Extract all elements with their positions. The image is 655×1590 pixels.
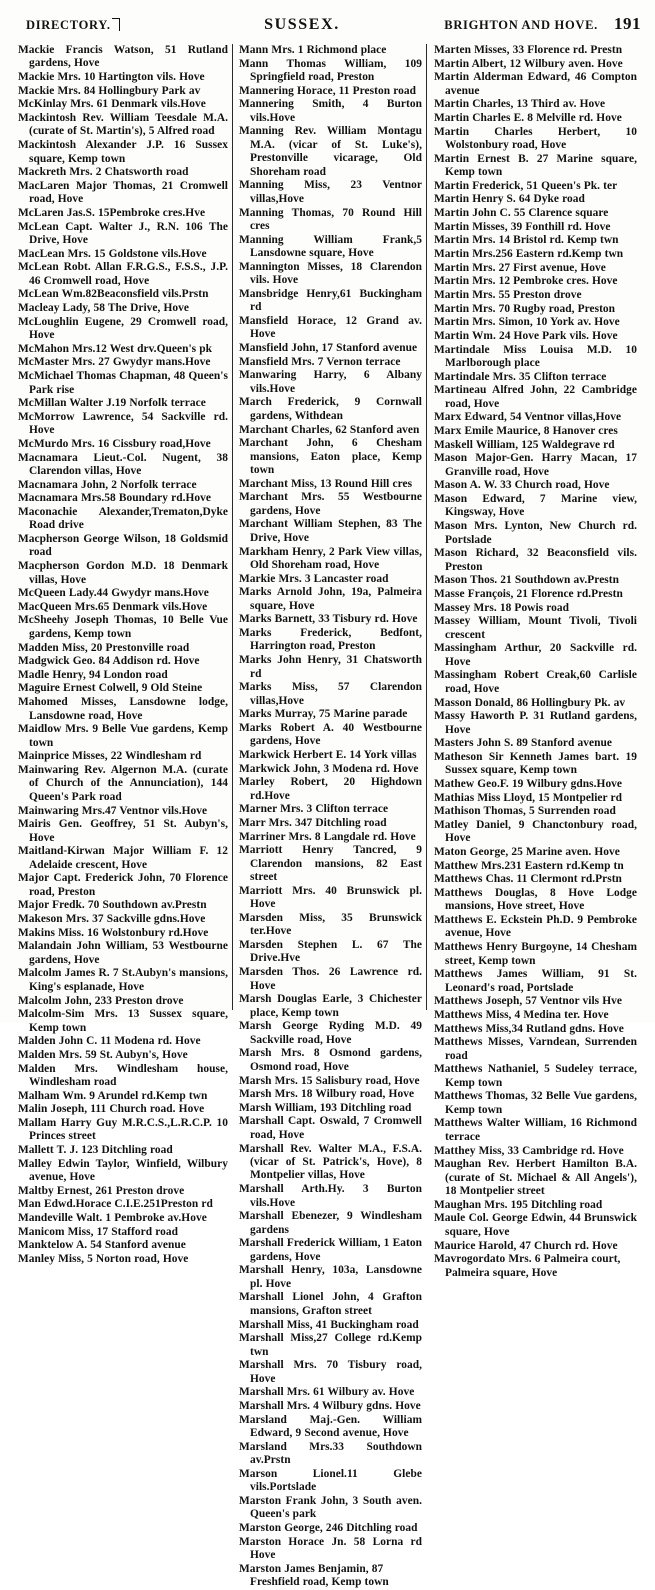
directory-entry: McMaster Mrs. 27 Gwydyr mans.Hove [18,356,211,369]
directory-entry: Malden Mrs. Windlesham house, Windlesham road [18,1062,228,1088]
directory-entry: Marks Robert A. 40 Westbourne gardens, Hove [239,721,422,748]
directory-entry: McMichael Thomas Chapman, 48 Queen's Park rise [18,370,228,396]
directory-entry: Mackie Mrs. 84 Hollingbury Park av [18,84,201,97]
bracket-icon [112,18,120,31]
directory-entry: Martin Henry S. 64 Dyke road [434,193,585,206]
directory-entry: Marsh Mrs. 15 Salisbury road, Hove [239,1074,420,1087]
directory-entry: Malden John C. 11 Modena rd. Hove [18,1035,201,1048]
directory-entry: Marley Robert, 20 Highdown rd.Hove [239,776,422,802]
directory-entry: McLean Capt. Walter J., R.N. 106 The Drive, Hove [18,220,228,247]
directory-entry: McMahon Mrs.12 West drv.Queen's pk [18,342,213,355]
directory-entry: Mathew Geo.F. 19 Wilbury gdns.Hove [434,777,623,790]
directory-entry: Marshall Henry, 103a, Lansdowne pl. Hove [239,1264,422,1290]
directory-entry: Marks John Henry, 31 Chatsworth rd [239,654,422,680]
directory-entry: Matthews Henry Burgoyne, 14 Chesham street, Kemp town [434,941,637,967]
directory-entry: Mandeville Walt. 1 Pembroke av.Hove [18,1212,207,1225]
directory-entry: Martin Mrs.256 Eastern rd.Kemp twn [434,248,624,261]
running-head-title: SUSSEX. [264,16,340,33]
directory-entry: Matthews Walter William, 16 Richmond terrace [434,1117,637,1143]
directory-column-2 [232,44,426,1589]
directory-entry: Marks Frederick, Bedfont, Harrington road, Preston [239,626,422,653]
directory-entry: Macpherson Gordon M.D. 18 Denmark villas, Hove [18,560,228,586]
entry-list-2 [239,44,422,1590]
directory-entry: Marriott Mrs. 40 Brunswick pl. Hove [239,884,422,911]
directory-entry: Mason Edward, 7 Marine view, Kingsway, Hove [434,493,637,519]
directory-entry: Martin Mrs. 12 Pembroke cres. Hove [434,275,618,288]
directory-column-3 [426,44,641,1279]
directory-entry: Manktelow A. 54 Stanford avenue [18,1239,186,1252]
directory-entry: Madgwick Geo. 84 Addison rd. Hove [18,655,200,668]
directory-entry: Martin Charles, 13 Third av. Hove [434,98,606,111]
directory-entry: Manwaring Harry, 6 Albany vils.Hove [239,369,422,395]
directory-entry: Man Edwd.Horace C.I.E.251Preston rd [18,1198,213,1211]
directory-entry: Marsland Maj.-Gen. William Edward, 9 Second avenue, Hove [239,1413,422,1440]
directory-entry: Marshall Lionel John, 4 Grafton mansions, Grafton street [239,1291,422,1317]
directory-entry: Marr Mrs. 347 Ditchling road [239,817,387,830]
directory-entry: Martin Ernest B. 27 Marine square, Kemp town [434,152,637,179]
directory-entry: Maitland-Kirwan Major William F. 12 Adelaide crescent, Hove [18,845,228,871]
directory-entry: Matthews Chas. 11 Clermont rd.Prstn [434,873,622,886]
directory-entry: Makins Miss. 16 Wolstonbury rd.Hove [18,926,209,939]
directory-entry: Manning Thomas, 70 Round Hill cres [239,206,422,233]
directory-entry: McLean Robt. Allan F.R.G.S., F.S.S., J.P. 46 Cromwell road, Hove [18,261,228,287]
directory-entry: Marriner Mrs. 8 Langdale rd. Hove [239,830,416,843]
directory-entry: Mavrogordato Mrs. 6 Palmeira court, Palmeira square, Hove [434,1253,621,1279]
directory-entry: Mason Thos. 21 Southdown av.Prestn [434,574,620,587]
directory-entry: Marsh George Ryding M.D. 49 Sackville road, Hove [239,1020,422,1046]
directory-entry: Mackie Mrs. 10 Hartington vils. Hove [18,71,205,84]
directory-entry: Marriott Henry Tancred, 9 Clarendon mansions, 82 East street [239,844,422,884]
directory-entry: Masters John S. 89 Stanford avenue [434,737,612,750]
directory-entry: Malcolm John, 233 Preston drove [18,994,184,1007]
directory-entry: Matthews Miss,34 Rutland gdns. Hove [434,1022,624,1035]
directory-entry: Marsh Mrs. 8 Osmond gardens, Osmond road, Hove [239,1047,422,1073]
directory-entry: Marchant John, 6 Chesham mansions, Eaton place, Kemp town [239,437,422,477]
directory-entry: Maughan Mrs. 195 Ditchling road [434,1198,603,1211]
running-head [14,14,641,36]
directory-entry: Mason Major-Gen. Harry Macan, 17 Granville road, Hove [434,452,637,478]
directory-entry: Macnamara Mrs.58 Boundary rd.Hove [18,492,212,505]
directory-entry: Matthey Miss, 33 Cambridge rd. Hove [434,1144,624,1157]
entry-list-1 [18,44,228,1266]
directory-entry: Marsh William, 193 Ditchling road [239,1101,412,1114]
entry-list-3 [434,44,637,1280]
directory-entry: Matthews Thomas, 32 Belle Vue gardens, Kemp town [434,1090,637,1116]
directory-entry: Martineau Alfred John, 22 Cambridge road, Hove [434,384,637,410]
directory-entry: Marston Frank John, 3 South aven. Queen's park [239,1494,422,1521]
directory-entry: Matthews Misses, Varndean, Surrenden road [434,1036,637,1062]
directory-entry: Marshall Rev. Walter M.A., F.S.A. (vicar of St. Patrick's, Hove), 8 Montpelier villas, Hove [239,1142,422,1182]
directory-entry: Mackie Francis Watson, 51 Rutland gardens, Hove [18,44,228,70]
directory-entry: Makeson Mrs. 37 Sackville gdns.Hove [18,913,206,926]
directory-entry: Marsh Mrs. 18 Wilbury road, Hove [239,1088,415,1101]
directory-entry: Martin Wm. 24 Hove Park vils. Hove [434,329,618,342]
directory-entry: Marchant Miss, 13 Round Hill cres [239,477,413,490]
directory-entry: Martin Frederick, 51 Queen's Pk. ter [434,179,618,192]
running-head-left [14,18,120,33]
directory-entry: Matley Daniel, 9 Chanctonbury road, Hove [434,818,637,845]
directory-entry: Marshall Frederick William, 1 Eaton gardens, Hove [239,1237,422,1263]
directory-entry: Macpherson George Wilson, 18 Goldsmid road [18,533,228,559]
directory-entry: Marks Arnold John, 19a, Palmeira square, Hove [239,586,422,612]
directory-entry: Marks Barnett, 33 Tisbury rd. Hove [239,613,418,626]
directory-entry: Mannington Misses, 18 Clarendon vils. Hove [239,260,422,287]
directory-entry: Martin Mrs. 70 Rugby road, Preston [434,302,616,315]
directory-entry: Marshall Mrs. 4 Wilbury gdns. Hove [239,1400,421,1412]
directory-entry: Marston George, 246 Ditchling road [239,1522,418,1535]
directory-entry: Marsland Mrs.33 Southdown av.Prstn [239,1440,422,1467]
directory-entry: Martindale Mrs. 35 Clifton terrace [434,370,607,383]
directory-entry: Major Fredk. 70 Southdown av.Prestn [18,899,207,912]
directory-entry: Mason Richard, 32 Beaconsfield vils. Preston [434,547,637,573]
directory-entry: Macnamara John, 2 Norfolk terrace [18,478,197,491]
directory-entry: MacLean Mrs. 15 Goldstone vils.Hove [18,247,207,260]
directory-entry: Maguire Ernest Colwell, 9 Old Steine [18,682,203,695]
directory-entry: Martindale Miss Louisa M.D. 10 Marlborough place [434,343,637,369]
directory-entry: Marshall Miss, 41 Buckingham road [239,1318,419,1331]
directory-entry: Markwick Herbert E. 14 York villas [239,749,417,761]
directory-entry: Matthews Joseph, 57 Ventnor vils Hve [434,995,623,1008]
directory-entry: Marchant Charles, 62 Stanford aven [239,423,420,436]
directory-entry: Macnamara Lieut.-Col. Nugent, 38 Clarendon villas, Hove [18,451,228,477]
directory-entry: Marsden Thos. 26 Lawrence rd. Hove [239,966,422,992]
directory-entry: Mannering Smith, 4 Burton vils.Hove [239,98,422,124]
directory-entry: Markie Mrs. 3 Lancaster road [239,572,389,585]
directory-entry: Maskell William, 125 Waldegrave rd [434,438,615,451]
directory-entry: McLean Wm.82Beaconsfield vils.Prstn [18,288,209,301]
directory-entry: Matthews E. Eckstein Ph.D. 9 Pembroke avenue, Hove [434,914,637,940]
page-number: 191 [614,14,641,33]
directory-entry: Mansbridge Henry,61 Buckingham rd [239,287,422,314]
directory-entry: Malley Edwin Taylor, Winfield, Wilbury avenue, Hove [18,1157,228,1184]
directory-entry: McLoughlin Eugene, 29 Cromwell road, Hove [18,315,228,342]
directory-entry: McLaren Jas.S. 15Pembroke cres.Hve [18,206,206,219]
directory-entry: Major Capt. Frederick John, 70 Florence road, Preston [18,872,228,898]
directory-entry: Marx Edward, 54 Ventnor villas,Hove [434,411,622,424]
directory-entry: Marshall Miss,27 College rd.Kemp twn [239,1332,422,1358]
directory-entry: Martin John C. 55 Clarence square [434,207,609,220]
directory-entry: Mallett T. J. 123 Ditchling road [18,1144,173,1157]
directory-entry: Manley Miss, 5 Norton road, Hove [18,1252,189,1265]
directory-entry: Masse François, 21 Florence rd.Prestn [434,587,623,600]
directory-entry: Martin Mrs. 27 First avenue, Hove [434,261,606,274]
directory-entry: Martin Charles Herbert, 10 Wolstonbury road, Hove [434,125,637,152]
directory-entry: Martin Charles E. 8 Melville rd. Hove [434,112,622,125]
directory-entry: Marks Murray, 75 Marine parade [239,708,408,721]
directory-entry: Mackintosh Alexander J.P. 16 Sussex square, Kemp town [18,139,228,165]
directory-entry: Mainwaring Mrs.47 Ventnor vils.Hove [18,804,208,817]
directory-entry: March Frederick, 9 Cornwall gardens, Withdean [239,396,422,422]
directory-entry: Massingham Robert Creak,60 Carlisle road, Hove [434,669,637,695]
directory-entry: McMorrow Lawrence, 54 Sackville rd. Hove [18,410,228,437]
directory-entry: MacLaren Major Thomas, 21 Cromwell road, Hove [18,179,228,206]
directory-entry: Maton George, 25 Marine aven. Hove [434,845,620,858]
directory-entry: Malcolm-Sim Mrs. 13 Sussex square, Kemp town [18,1008,228,1034]
directory-entry: Maconachie Alexander,Trematon,Dyke Road drive [18,505,228,532]
directory-entry: Mason A. W. 33 Church road, Hove [434,479,610,492]
directory-entry: Marshall Mrs. 70 Tisbury road, Hove [239,1359,422,1385]
directory-entry: Maurice Harold, 47 Church rd. Hove [434,1239,618,1252]
running-head-right-label: BRIGHTON AND HOVE. [444,18,598,32]
directory-entry: Matthews Nathaniel, 5 Sudeley terrace, Kemp town [434,1063,637,1089]
directory-entry: Martin Mrs. 55 Preston drove [434,288,582,301]
directory-entry: Maughan Rev. Herbert Hamilton B.A. (curate of St. Michael & All Angels'), 18 Montpelier street [434,1158,637,1198]
directory-entry: Marx Emile Maurice, 8 Hanover cres [434,425,618,437]
directory-entry: McQueen Lady.44 Gwydyr mans.Hove [18,587,209,600]
directory-entry: Mainprice Misses, 22 Windlesham rd [18,750,202,763]
directory-entry: Martin Misses, 39 Fonthill rd. Hove [434,220,611,233]
directory-entry: Marten Misses, 33 Florence rd. Prestn [434,44,623,56]
directory-entry: Manicom Miss, 17 Stafford road [18,1225,178,1238]
directory-entry: Mann Mrs. 1 Richmond place [239,44,387,56]
directory-entry: Malandain John William, 53 Westbourne gardens, Hove [18,940,228,966]
directory-entry: McKinlay Mrs. 61 Denmark vils.Hove [18,98,206,111]
directory-entry: Mansfield Horace, 12 Grand av. Hove [239,314,422,341]
directory-entry: MacQueen Mrs.65 Denmark vils.Hove [18,600,208,613]
directory-entry: Mackintosh Rev. William Teesdale M.A. (curate of St. Martin's), 5 Alfred road [18,112,228,138]
directory-entry: Mason Mrs. Lynton, New Church rd. Portslade [434,520,637,546]
directory-entry: Masson Donald, 86 Hollingbury Pk. av [434,696,626,709]
directory-entry: Marshall Mrs. 61 Wilbury av. Hove [239,1386,415,1399]
directory-entry: Massingham Arthur, 20 Sackville rd. Hove [434,642,637,668]
directory-entry: Marson Lionel.11 Glebe vils.Portslade [239,1467,422,1494]
directory-entry: Massy Haworth P. 31 Rutland gardens, Hove [434,710,637,736]
directory-entry: McMillan Walter J.19 Norfolk terrace [18,397,206,410]
directory-entry: Manning William Frank,5 Lansdowne square, Hove [239,233,422,260]
directory-columns [14,44,641,1589]
directory-entry: Marston James Benjamin, 87 Freshfield road, Kemp town [239,1562,389,1589]
directory-entry: McSheehy Joseph Thomas, 10 Belle Vue gardens, Kemp town [18,614,228,640]
directory-entry: Matthew Mrs.231 Eastern rd.Kemp tn [434,859,624,872]
directory-entry: Marshall Ebenezer, 9 Windlesham gardens [239,1210,422,1236]
directory-entry: Martin Albert, 12 Wilbury aven. Hove [434,57,623,70]
directory-column-1 [14,44,232,1265]
directory-entry: Mansfield Mrs. 7 Vernon terrace [239,355,401,368]
directory-entry: Martin Mrs. 14 Bristol rd. Kemp twn [434,234,619,247]
directory-entry: Matthews James William, 91 St. Leonard's road, Portslade [434,968,637,994]
directory-entry: Marks Miss, 57 Clarendon villas,Hove [239,681,422,707]
directory-entry: Macleay Lady, 58 The Drive, Hove [18,302,190,315]
directory-entry: Mairis Gen. Geoffrey, 51 St. Aubyn's, Hove [18,818,228,844]
directory-entry: Martin Mrs. Simon, 10 York av. Hove [434,316,620,329]
directory-entry: Marchant William Stephen, 83 The Drive, Hove [239,518,422,544]
directory-entry: Madle Henry, 94 London road [18,668,168,681]
directory-entry: Mackreth Mrs. 2 Chatsworth road [18,166,189,179]
directory-entry: Matheson Sir Kenneth James bart. 19 Sussex square, Kemp town [434,750,637,777]
directory-entry: Mallam Harry Guy M.R.C.S.,L.R.C.P. 10 Princes street [18,1116,228,1143]
directory-entry: Mathison Thomas, 5 Surrenden road [434,805,616,818]
directory-entry: Matthews Douglas, 8 Hove Lodge mansions, Hove street, Hove [434,886,637,913]
directory-entry: Manning Rev. William Montagu M.A. (vicar of St. Luke's), Prestonville vicarage, Old Shoreham road [239,125,422,178]
directory-entry: Malden Mrs. 59 St. Aubyn's, Hove [18,1048,188,1061]
directory-entry: Massey William, Mount Tivoli, Tivoli crescent [434,615,637,641]
directory-entry: Mainwaring Rev. Algernon M.A. (curate of Church of the Annunciation), 144 Queen's Park road [18,763,228,803]
directory-entry: Marsden Miss, 35 Brunswick ter.Hove [239,911,422,938]
directory-entry: Markham Henry, 2 Park View villas, Old Shoreham road, Hove [239,545,422,571]
directory-entry: Marner Mrs. 3 Clifton terrace [239,803,389,816]
running-head-left-label: DIRECTORY. [26,18,111,32]
directory-entry: Martin Alderman Edward, 46 Compton avenue [434,71,637,97]
directory-entry: Mansfield John, 17 Stanford avenue [239,342,418,355]
directory-entry: Marston Horace Jn. 58 Lorna rd Hove [239,1535,422,1562]
directory-entry: Malcolm James R. 7 St.Aubyn's mansions, King's esplanade, Hove [18,967,228,993]
directory-entry: Maidlow Mrs. 9 Belle Vue gardens, Kemp town [18,723,228,749]
directory-entry: Mathias Miss Lloyd, 15 Montpelier rd [434,791,623,804]
running-head-right [444,14,641,34]
directory-entry: Madden Miss, 20 Prestonville road [18,641,190,654]
directory-entry: Marsden Stephen L. 67 The Drive.Hve [239,939,422,965]
directory-entry: McMurdo Mrs. 16 Cissbury road,Hove [18,437,211,450]
directory-entry: Malin Joseph, 111 Church road. Hove [18,1103,205,1116]
directory-entry: Massey Mrs. 18 Powis road [434,601,570,614]
directory-entry: Malham Wm. 9 Arundel rd.Kemp twn [18,1089,208,1102]
directory-entry: Maltby Ernest, 261 Preston drove [18,1184,185,1197]
directory-entry: Marshall Arth.Hy. 3 Burton vils.Hove [239,1183,422,1209]
directory-entry: Mannering Horace, 11 Preston road [239,84,416,97]
directory-entry: Manning Miss, 23 Ventnor villas,Hove [239,179,422,205]
directory-entry: Markwick John, 3 Modena rd. Hove [239,762,419,775]
directory-entry: Mahomed Misses, Lansdowne lodge, Lansdowne road, Hove [18,696,228,722]
directory-entry: Marchant Mrs. 55 Westbourne gardens, Hove [239,491,422,517]
directory-entry: Marshall Capt. Oswald, 7 Cromwell road, Hove [239,1115,422,1141]
directory-entry: Mann Thomas William, 109 Springfield road, Preston [239,57,422,84]
directory-entry: Maule Col. George Edwin, 44 Brunswick square, Hove [434,1212,637,1238]
directory-entry: Marsh Douglas Earle, 3 Chichester place, Kemp town [239,993,422,1019]
directory-entry: Matthews Miss, 4 Medina ter. Hove [434,1008,609,1021]
